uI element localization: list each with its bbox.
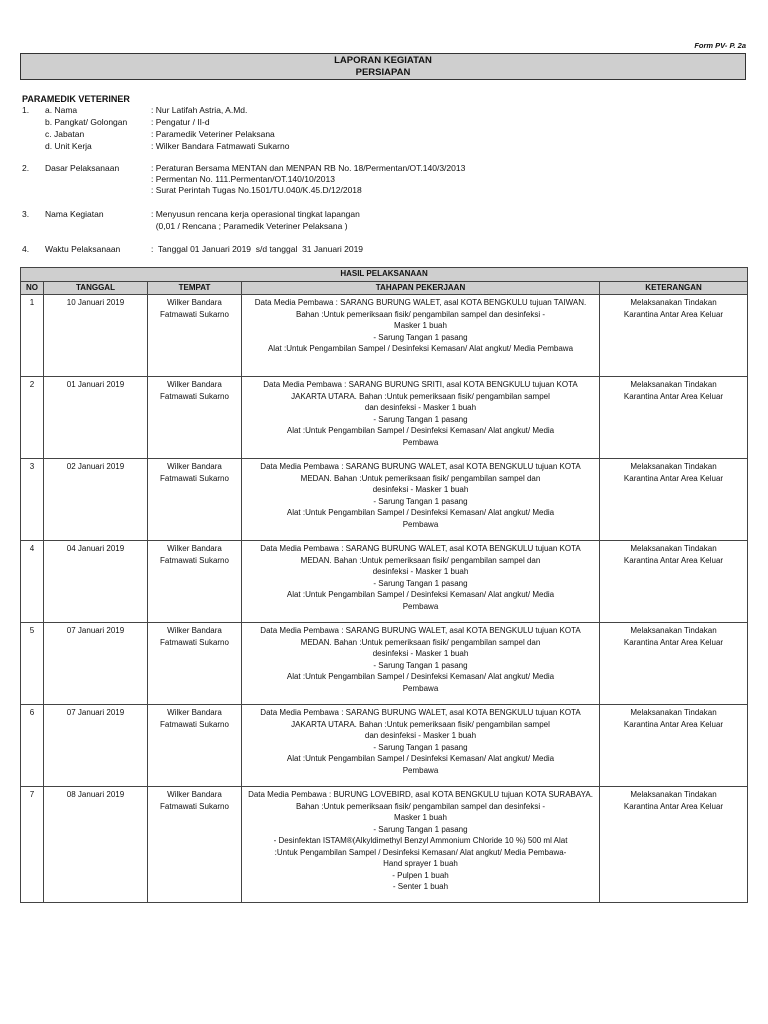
cell-no: 6: [21, 705, 44, 787]
identity-label: b. Pangkat/ Golongan: [45, 117, 128, 127]
kegiatan-label: Nama Kegiatan: [45, 209, 104, 219]
table-row: [21, 377, 748, 459]
table-row: [21, 623, 748, 705]
report-title-line1: LAPORAN KEGIATAN: [334, 55, 432, 66]
table-row: [21, 705, 748, 787]
kegiatan-line-1: : Menyusun rencana kerja operasional tingkat lapangan: [151, 209, 360, 219]
table-body: [21, 295, 748, 903]
cell-no: 5: [21, 623, 44, 705]
waktu-value: : Tanggal 01 Januari 2019 s/d tanggal 31 Januari 2019: [151, 244, 364, 254]
dasar-label: Dasar Pelaksanaan: [45, 163, 120, 173]
table-row: [21, 459, 748, 541]
identity-label: a. Nama: [45, 105, 78, 115]
cell-tempat: Wilker Bandara Fatmawati Sukarno: [148, 295, 242, 377]
cell-keterangan: Melaksanakan Tindakan Karantina Antar Area Keluar: [600, 377, 748, 459]
section-title: PARAMEDIK VETERINER: [22, 94, 130, 104]
cell-tempat: Wilker Bandara Fatmawati Sukarno: [148, 459, 242, 541]
identity-label: d. Unit Kerja: [45, 141, 92, 151]
cell-tahapan: Data Media Pembawa : SARANG BURUNG SRITI, asal KOTA BENGKULU tujuan KOTA JAKARTA UTARA. Bahan :Untuk pemeriksaan fisik/ pengambilan sampel dan desinfeksi - Masker 1 buah - Sarung Tangan 1 pasang Alat :Untuk Pengambilan Sampel / Desinfeksi Kemasan/ Alat angkut/ Media Pembawa: [242, 377, 600, 459]
dasar-number: 2.: [22, 163, 30, 173]
dasar-line-3: : Surat Perintah Tugas No.1501/TU.040/K.45.D/12/2018: [151, 185, 362, 195]
waktu-label: Waktu Pelaksanaan: [45, 244, 121, 254]
identity-value: : Wilker Bandara Fatmawati Sukarno: [151, 141, 290, 151]
column-header-tempat: TEMPAT: [148, 282, 242, 295]
cell-no: 4: [21, 541, 44, 623]
waktu-number: 4.: [22, 244, 30, 254]
hasil-pelaksanaan-table: [20, 267, 748, 903]
cell-tanggal: 01 Januari 2019: [44, 377, 148, 459]
cell-tanggal: 07 Januari 2019: [44, 623, 148, 705]
cell-no: 1: [21, 295, 44, 377]
identity-value: : Paramedik Veteriner Pelaksana: [151, 129, 275, 139]
column-header-no: NO: [21, 282, 44, 295]
identity-value: : Pengatur / II-d: [151, 117, 210, 127]
identity-value: : Nur Latifah Astria, A.Md.: [151, 105, 248, 115]
cell-tahapan: Data Media Pembawa : SARANG BURUNG WALET, asal KOTA BENGKULU tujuan KOTA MEDAN. Bahan :Untuk pemeriksaan fisik/ pengambilan sampel dan desinfeksi - Masker 1 buah - Sarung Tangan 1 pasang Alat :Untuk Pengambilan Sampel / Desinfeksi Kemasan/ Alat angkut/ Media Pembawa: [242, 459, 600, 541]
cell-no: 2: [21, 377, 44, 459]
cell-tempat: Wilker Bandara Fatmawati Sukarno: [148, 623, 242, 705]
report-title-box: [20, 53, 746, 80]
dasar-line-1: : Peraturan Bersama MENTAN dan MENPAN RB No. 18/Permentan/OT.140/3/2013: [151, 163, 466, 173]
cell-keterangan: Melaksanakan Tindakan Karantina Antar Area Keluar: [600, 705, 748, 787]
cell-tanggal: 08 Januari 2019: [44, 787, 148, 903]
table-row: [21, 541, 748, 623]
column-header-tanggal: TANGGAL: [44, 282, 148, 295]
identity-number: 1.: [22, 105, 30, 115]
cell-tanggal: 02 Januari 2019: [44, 459, 148, 541]
form-code: Form PV- P. 2a: [694, 41, 746, 50]
report-title-line2: PERSIAPAN: [355, 67, 411, 78]
cell-tanggal: 10 Januari 2019: [44, 295, 148, 377]
cell-tahapan: Data Media Pembawa : BURUNG LOVEBIRD, asal KOTA BENGKULU tujuan KOTA SURABAYA. Bahan :Untuk pemeriksaan fisik/ pengambilan sampel dan desinfeksi - Masker 1 buah - Sarung Tangan 1 pasang - Desinfektan ISTAM®(Alkyldimethyl Benzyl Ammonium Chloride 10 %) 500 ml Alat :Untuk Pengambilan Sampel / Desinfeksi Kemasan/ Alat angkut/ Media Pembawa- Hand sprayer 1 buah - Pulpen 1 buah - Senter 1 buah: [242, 787, 600, 903]
cell-no: 7: [21, 787, 44, 903]
cell-no: 3: [21, 459, 44, 541]
kegiatan-line-2: (0,01 / Rencana ; Paramedik Veteriner Pelaksana ): [151, 221, 348, 231]
identity-label: c. Jabatan: [45, 129, 85, 139]
cell-tahapan: Data Media Pembawa : SARANG BURUNG WALET, asal KOTA BENGKULU tujuan KOTA MEDAN. Bahan :Untuk pemeriksaan fisik/ pengambilan sampel dan desinfeksi - Masker 1 buah - Sarung Tangan 1 pasang Alat :Untuk Pengambilan Sampel / Desinfeksi Kemasan/ Alat angkut/ Media Pembawa: [242, 623, 600, 705]
table-title: HASIL PELAKSANAAN: [21, 268, 748, 282]
cell-tempat: Wilker Bandara Fatmawati Sukarno: [148, 705, 242, 787]
table-row: [21, 787, 748, 903]
cell-keterangan: Melaksanakan Tindakan Karantina Antar Area Keluar: [600, 295, 748, 377]
cell-tahapan: Data Media Pembawa : SARANG BURUNG WALET, asal KOTA BENGKULU tujuan KOTA JAKARTA UTARA. Bahan :Untuk pemeriksaan fisik/ pengambilan sampel dan desinfeksi - Masker 1 buah - Sarung Tangan 1 pasang Alat :Untuk Pengambilan Sampel / Desinfeksi Kemasan/ Alat angkut/ Media Pembawa: [242, 705, 600, 787]
cell-tanggal: 07 Januari 2019: [44, 705, 148, 787]
cell-tempat: Wilker Bandara Fatmawati Sukarno: [148, 541, 242, 623]
cell-keterangan: Melaksanakan Tindakan Karantina Antar Area Keluar: [600, 623, 748, 705]
cell-keterangan: Melaksanakan Tindakan Karantina Antar Area Keluar: [600, 459, 748, 541]
kegiatan-number: 3.: [22, 209, 30, 219]
cell-tahapan: Data Media Pembawa : SARANG BURUNG WALET, asal KOTA BENGKULU tujuan TAIWAN. Bahan :Untuk pemeriksaan fisik/ pengambilan sampel dan desinfeksi - Masker 1 buah - Sarung Tangan 1 pasang Alat :Untuk Pengambilan Sampel / Desinfeksi Kemasan/ Alat angkut/ Media Pembawa: [242, 295, 600, 377]
cell-tempat: Wilker Bandara Fatmawati Sukarno: [148, 377, 242, 459]
cell-tempat: Wilker Bandara Fatmawati Sukarno: [148, 787, 242, 903]
cell-tanggal: 04 Januari 2019: [44, 541, 148, 623]
cell-keterangan: Melaksanakan Tindakan Karantina Antar Area Keluar: [600, 787, 748, 903]
table-row: [21, 295, 748, 377]
column-header-tahapan: TAHAPAN PEKERJAAN: [242, 282, 600, 295]
cell-tahapan: Data Media Pembawa : SARANG BURUNG WALET, asal KOTA BENGKULU tujuan KOTA MEDAN. Bahan :Untuk pemeriksaan fisik/ pengambilan sampel dan desinfeksi - Masker 1 buah - Sarung Tangan 1 pasang Alat :Untuk Pengambilan Sampel / Desinfeksi Kemasan/ Alat angkut/ Media Pembawa: [242, 541, 600, 623]
dasar-line-2: : Permentan No. 111.Permentan/OT.140/10/2013: [151, 174, 335, 184]
cell-keterangan: Melaksanakan Tindakan Karantina Antar Area Keluar: [600, 541, 748, 623]
column-header-keterangan: KETERANGAN: [600, 282, 748, 295]
